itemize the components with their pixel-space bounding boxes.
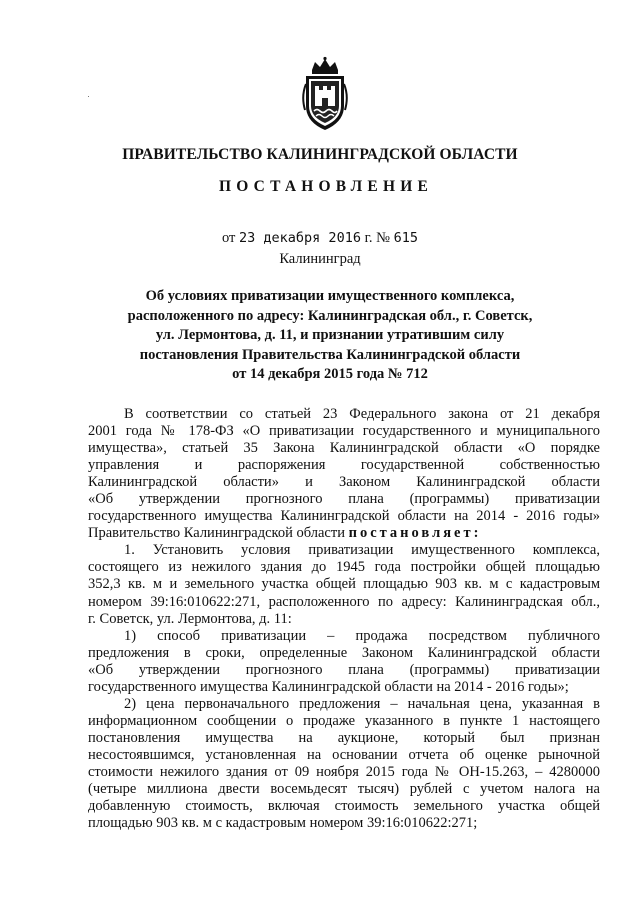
date-prefix: от	[222, 230, 236, 246]
resolve-prefix: Правительство Калининградской области	[88, 525, 345, 542]
scan-mark	[88, 96, 89, 97]
body-line: номером 39:16:010622:271, расположенного по адресу: Калининградская обл.,	[88, 593, 600, 610]
title-line: от 14 декабря 2015 года № 712	[232, 366, 428, 383]
body-line: государственного имущества Калининградской области на 2014 - 2016 годы»;	[88, 678, 569, 695]
body-line: 352,3 кв. м и земельного участка общей площадью 903 кв. м с кадастровым	[88, 576, 600, 593]
date-suffix: г.	[364, 230, 373, 246]
date-value: 23 декабря 2016	[239, 230, 361, 246]
city: Калининград	[279, 251, 361, 267]
date-number-line	[0, 230, 640, 247]
body-line: несостоявшимся, установленная на основании отчета об оценке рыночной	[88, 746, 600, 763]
resolve-line	[88, 525, 600, 542]
body-line: В соответствии со статьей 23 Федерального закона от 21 декабря	[124, 406, 600, 422]
body-line: 1) способ приватизации – продажа посредством публичного	[124, 627, 600, 644]
body-line: постановления имущества на аукционе, который был признан	[88, 729, 600, 746]
resolve-word: постановляет:	[348, 525, 482, 542]
body-line: 2001 года № 178-ФЗ «О приватизации государственного и муниципального	[88, 423, 600, 440]
body-line: государственного имущества Калининградской области на 2014 - 2016 годы»	[88, 508, 600, 525]
title-line: Об условиях приватизации имущественного комплекса,	[145, 288, 515, 304]
document-body	[88, 406, 600, 832]
body-line: «Об утверждении прогнозного плана (программы) приватизации	[88, 491, 600, 508]
body-line: стоимости нежилого здания от 09 ноября 2015 года № ОН-15.263, – 4280000	[88, 763, 600, 780]
body-line: предложения в сроки, определенные Законом Калининградской области	[88, 644, 600, 661]
body-line: состоящего из нежилого здания до 1945 года постройки общей площадью	[88, 559, 600, 576]
number-value: 615	[393, 230, 418, 246]
document-type-heading: ПОСТАНОВЛЕНИЕ	[218, 178, 434, 195]
number-label: №	[376, 230, 390, 246]
body-line: управления и распоряжения государственной собственностью	[88, 457, 600, 474]
title-line: ул. Лермонтова, д. 11, и признании утратившим силу	[155, 327, 505, 344]
document-title	[110, 287, 550, 385]
body-line: «Об утверждении прогнозного плана (программы) приватизации	[88, 661, 600, 678]
body-line: 1. Установить условия приватизации имущественного комплекса,	[124, 542, 600, 559]
body-line: площадью 903 кв. м с кадастровым номером 39:16:010622:271;	[88, 815, 478, 832]
body-line: информационном сообщении о продаже указанного в пункте 1 настоящего	[88, 712, 600, 729]
body-line: г. Советск, ул. Лермонтова, д. 11:	[88, 610, 292, 627]
government-heading: ПРАВИТЕЛЬСТВО КАЛИНИНГРАДСКОЙ ОБЛАСТИ	[122, 146, 518, 163]
title-line: постановления Правительства Калининградской области	[139, 346, 521, 363]
title-line: расположенного по адресу: Калининградская обл., г. Советск,	[127, 307, 533, 324]
body-line: добавленную стоимость, включая стоимость земельного участка общей	[88, 798, 600, 815]
body-line: имущества», статьей 35 Закона Калининградской области «О порядке	[88, 440, 600, 457]
body-line: 2) цена первоначального предложения – начальная цена, указанная в	[124, 695, 600, 712]
body-line: Калининградской области» и Законом Калининградской области	[88, 474, 600, 491]
body-line: (четыре миллиона двести восемьдесят тысяч) рублей с учетом налога на	[88, 781, 600, 798]
coat-of-arms-icon	[300, 56, 350, 134]
